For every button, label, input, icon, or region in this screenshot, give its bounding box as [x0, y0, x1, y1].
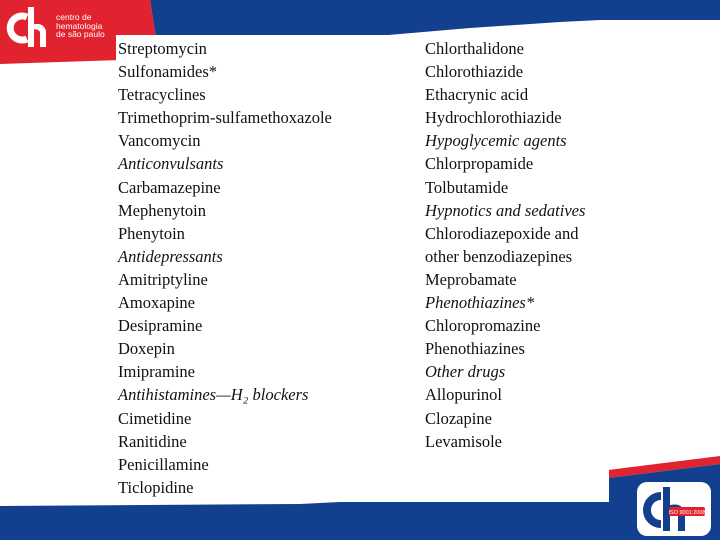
drug-name: Trimethoprim-sulfamethoxazole: [118, 108, 332, 128]
drug-category: Phenothiazines*: [425, 293, 535, 313]
hematology-logo-icon: [6, 4, 54, 52]
drug-name: Sulfonamides*: [118, 62, 217, 82]
drug-name: Hydrochlorothiazide: [425, 108, 562, 128]
drug-category: Antihistamines—H₂ blockers: [118, 385, 309, 405]
drug-name: Chlorodiazepoxide and: [425, 223, 579, 243]
drug-name: Amoxapine: [118, 293, 195, 313]
drug-category: Antidepressants: [118, 246, 223, 266]
logo-top: [6, 4, 118, 52]
drug-name: Vancomycin: [118, 131, 201, 151]
iso-badge-text: ISO 9001:2008: [668, 509, 706, 516]
drug-name: Phenothiazines: [425, 339, 525, 359]
drug-name: Chloropromazine: [425, 316, 541, 336]
drug-name: Meprobamate: [425, 269, 517, 289]
drug-name: other benzodiazepines: [425, 246, 573, 266]
logo-bottom: [637, 482, 711, 536]
drug-name: Ranitidine: [118, 431, 187, 451]
logo-text: [56, 13, 105, 39]
drug-name: Streptomycin: [118, 39, 207, 58]
drug-name: Amitriptyline: [118, 269, 208, 289]
drug-name: Cimetidine: [118, 408, 192, 428]
drug-name: Phenytoin: [118, 223, 185, 243]
drug-name: Ethacrynic acid: [425, 85, 529, 105]
drug-name: Tolbutamide: [425, 177, 509, 197]
left-column-list: [118, 37, 332, 499]
drug-name: Levamisole: [425, 431, 502, 451]
drug-name: Mephenytoin: [118, 200, 206, 220]
drug-category: Other drugs: [425, 362, 506, 382]
drug-name: Ticlopidine: [118, 477, 194, 497]
logo-text-line: hematologia: [56, 20, 103, 31]
drug-name: Doxepin: [118, 339, 175, 359]
drug-category: Hypoglycemic agents: [425, 131, 567, 151]
drug-name: Desipramine: [118, 316, 203, 336]
drug-name: Clozapine: [425, 408, 492, 428]
drug-name: Chlorpropamide: [425, 154, 534, 174]
right-column-list: [425, 37, 585, 453]
drug-category: Anticonvulsants: [118, 154, 224, 174]
drug-name: Chlorthalidone: [425, 39, 524, 58]
drug-name: Tetracyclines: [118, 85, 206, 105]
logo-text-line: de são paulo: [56, 29, 105, 39]
drug-name: Penicillamine: [118, 454, 209, 474]
drug-name: Chlorothiazide: [425, 62, 524, 82]
logo-text-line: centro de: [56, 12, 92, 22]
drug-name: Carbamazepine: [118, 177, 221, 197]
drug-list-table: [116, 35, 609, 502]
drug-name: Allopurinol: [425, 385, 502, 405]
drug-category: Hypnotics and sedatives: [425, 200, 586, 220]
drug-name: Imipramine: [118, 362, 195, 382]
